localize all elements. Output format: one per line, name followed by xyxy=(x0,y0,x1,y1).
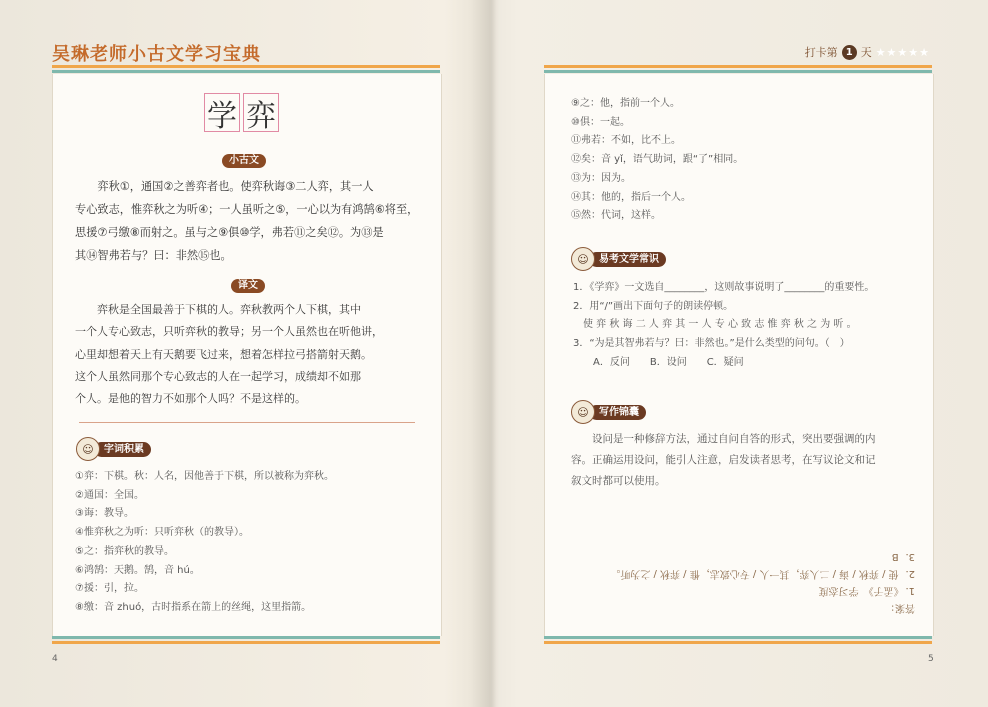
vocab-list-continued xyxy=(571,95,921,226)
translation-line: 一个人专心致志，只听弈秋的教导；另一个人虽然也在听他讲， xyxy=(75,325,383,339)
classic-line: 其⑭智弗若与？曰：非然⑮也。 xyxy=(75,249,232,262)
classic-line: 专心致志，惟弈秋之为听④；一人虽听之⑤，一心以为有鸿鹄⑥将至， xyxy=(75,203,419,216)
bottom-stripe-teal-left xyxy=(52,636,440,639)
vocab-label: 字词积累 xyxy=(94,442,151,457)
exam-line: 3．“为是其智弗若与？曰：非然也。”是什么类型的问句。（ ） xyxy=(573,338,850,350)
writing-tip xyxy=(571,429,921,492)
top-stripe-teal-left xyxy=(52,70,440,73)
writing-line: 设问是一种修辞方法，通过自问自答的形式，突出要强调的内 xyxy=(571,433,876,445)
vocab-item: ⑪弗若：不如，比不上。 xyxy=(571,135,681,147)
classic-line: 弈秋①，通国②之善弈者也。使弈秋诲③二人弈，其一人 xyxy=(75,180,374,193)
vocab-section-header xyxy=(76,437,151,461)
lesson-title xyxy=(204,93,279,132)
exam-label: 易考文学常识 xyxy=(589,252,666,267)
vocab-item: ⑩俱：一起。 xyxy=(571,116,630,128)
vocab-item: ⑧缴：音 zhuó，古时指系在箭上的丝绳，这里指箭。 xyxy=(75,601,312,613)
answer-line: 3．B xyxy=(891,551,915,562)
book-title: 吴琳老师小古文学习宝典 xyxy=(52,44,261,65)
right-page xyxy=(544,74,934,636)
writing-line: 叙文时都可以使用。 xyxy=(571,475,666,487)
vocab-item: ⑬为：因为。 xyxy=(571,172,631,184)
classic-text xyxy=(75,175,425,267)
vocab-item: ⑥鸿鹄：天鹅。鹄，音 hú。 xyxy=(75,564,200,576)
bottom-stripe-teal-right xyxy=(544,636,932,639)
vocab-item: ⑦援：引，拉。 xyxy=(75,583,144,595)
writing-label: 写作锦囊 xyxy=(589,405,646,420)
section-classic-label: 小古文 xyxy=(222,154,266,168)
title-char: 弈 xyxy=(243,93,279,132)
student-avatar-icon: ☺ xyxy=(571,247,595,271)
vocab-list xyxy=(75,468,425,618)
left-page xyxy=(52,74,442,636)
exam-questions xyxy=(573,279,929,373)
top-stripe-orange-right xyxy=(544,65,932,68)
day-number: 1 xyxy=(842,45,857,60)
book-fold-shadow xyxy=(470,0,518,707)
vocab-item: ⑭其：他的，指后一个人。 xyxy=(571,191,691,203)
student-avatar-icon: ☺ xyxy=(76,437,100,461)
top-stripe-teal-right xyxy=(544,70,932,73)
exam-line: 1．《学弈》一文选自________，这则故事说明了________的重要性。 xyxy=(573,282,875,293)
exam-line: 使 弈 秋 诲 二 人 弈 其 一 人 专 心 致 志 惟 弈 秋 之 为 听 。 xyxy=(573,319,857,331)
writing-line: 容。正确运用设问，能引人注意，启发读者思考，在写议论文和记 xyxy=(571,454,876,466)
vocab-item: ⑤之：指弈秋的教导。 xyxy=(75,545,174,557)
exam-line: A．反问 B．设问 C．疑问 xyxy=(573,356,744,368)
translation-text xyxy=(75,299,427,410)
vocab-item: ⑮然：代词，这样。 xyxy=(571,210,661,222)
vocab-item: ③诲：教导。 xyxy=(75,508,134,520)
page-number-left: 4 xyxy=(52,654,58,664)
star-rating: ★★★★★ xyxy=(875,45,930,59)
upside-down-answers xyxy=(585,548,915,616)
bottom-stripe-orange-right xyxy=(544,641,932,644)
bottom-stripe-orange-left xyxy=(52,641,440,644)
exam-section-header xyxy=(571,247,666,271)
page-number-right: 5 xyxy=(928,654,934,664)
checkin-badge xyxy=(805,44,930,60)
section-translation-label: 译文 xyxy=(231,279,265,293)
vocab-item: ④惟弈秋之为听：只听弈秋（的教导）。 xyxy=(75,527,249,539)
student-avatar-icon: ☺ xyxy=(571,400,595,424)
answer-line: 答案： xyxy=(885,602,915,613)
vocab-item: ⑨之：他，指前一个人。 xyxy=(571,98,680,109)
section-divider xyxy=(79,422,415,423)
translation-line: 心里却想着天上有天鹅要飞过来，想着怎样拉弓搭箭射天鹅。 xyxy=(75,347,372,361)
answer-line: 2．使 / 弈秋 / 诲 / 二人弈，其一人 / 专心致志，惟 / 弈秋 / 之为听。 xyxy=(610,568,915,579)
checkin-prefix: 打卡第 xyxy=(804,46,838,59)
vocab-item: ②通国：全国。 xyxy=(75,489,144,501)
translation-line: 个人。是他的智力不如那个人吗？不是这样的。 xyxy=(75,392,306,406)
translation-line: 弈秋是全国最善于下棋的人。弈秋教两个人下棋，其中 xyxy=(75,303,361,316)
vocab-item: ⑫矣：音 yǐ，语气助词，跟“了”相同。 xyxy=(571,154,744,166)
title-char: 学 xyxy=(204,93,240,132)
classic-line: 思援⑦弓缴⑧而射之。虽与之⑨俱⑩学，弗若⑪之矣⑫。为⑬是 xyxy=(75,226,384,239)
translation-line: 这个人虽然同那个专心致志的人在一起学习，成绩却不如那 xyxy=(75,369,361,383)
writing-section-header xyxy=(571,400,646,424)
answer-line: 1．《孟子》 学习态度 xyxy=(818,585,915,596)
checkin-suffix: 天 xyxy=(860,46,872,59)
exam-line: 2．用“/”画出下面句子的朗读停顿。 xyxy=(573,300,734,312)
top-stripe-orange-left xyxy=(52,65,440,68)
vocab-item: ①弈：下棋。秋：人名，因他善于下棋，所以被称为弈秋。 xyxy=(75,471,334,482)
